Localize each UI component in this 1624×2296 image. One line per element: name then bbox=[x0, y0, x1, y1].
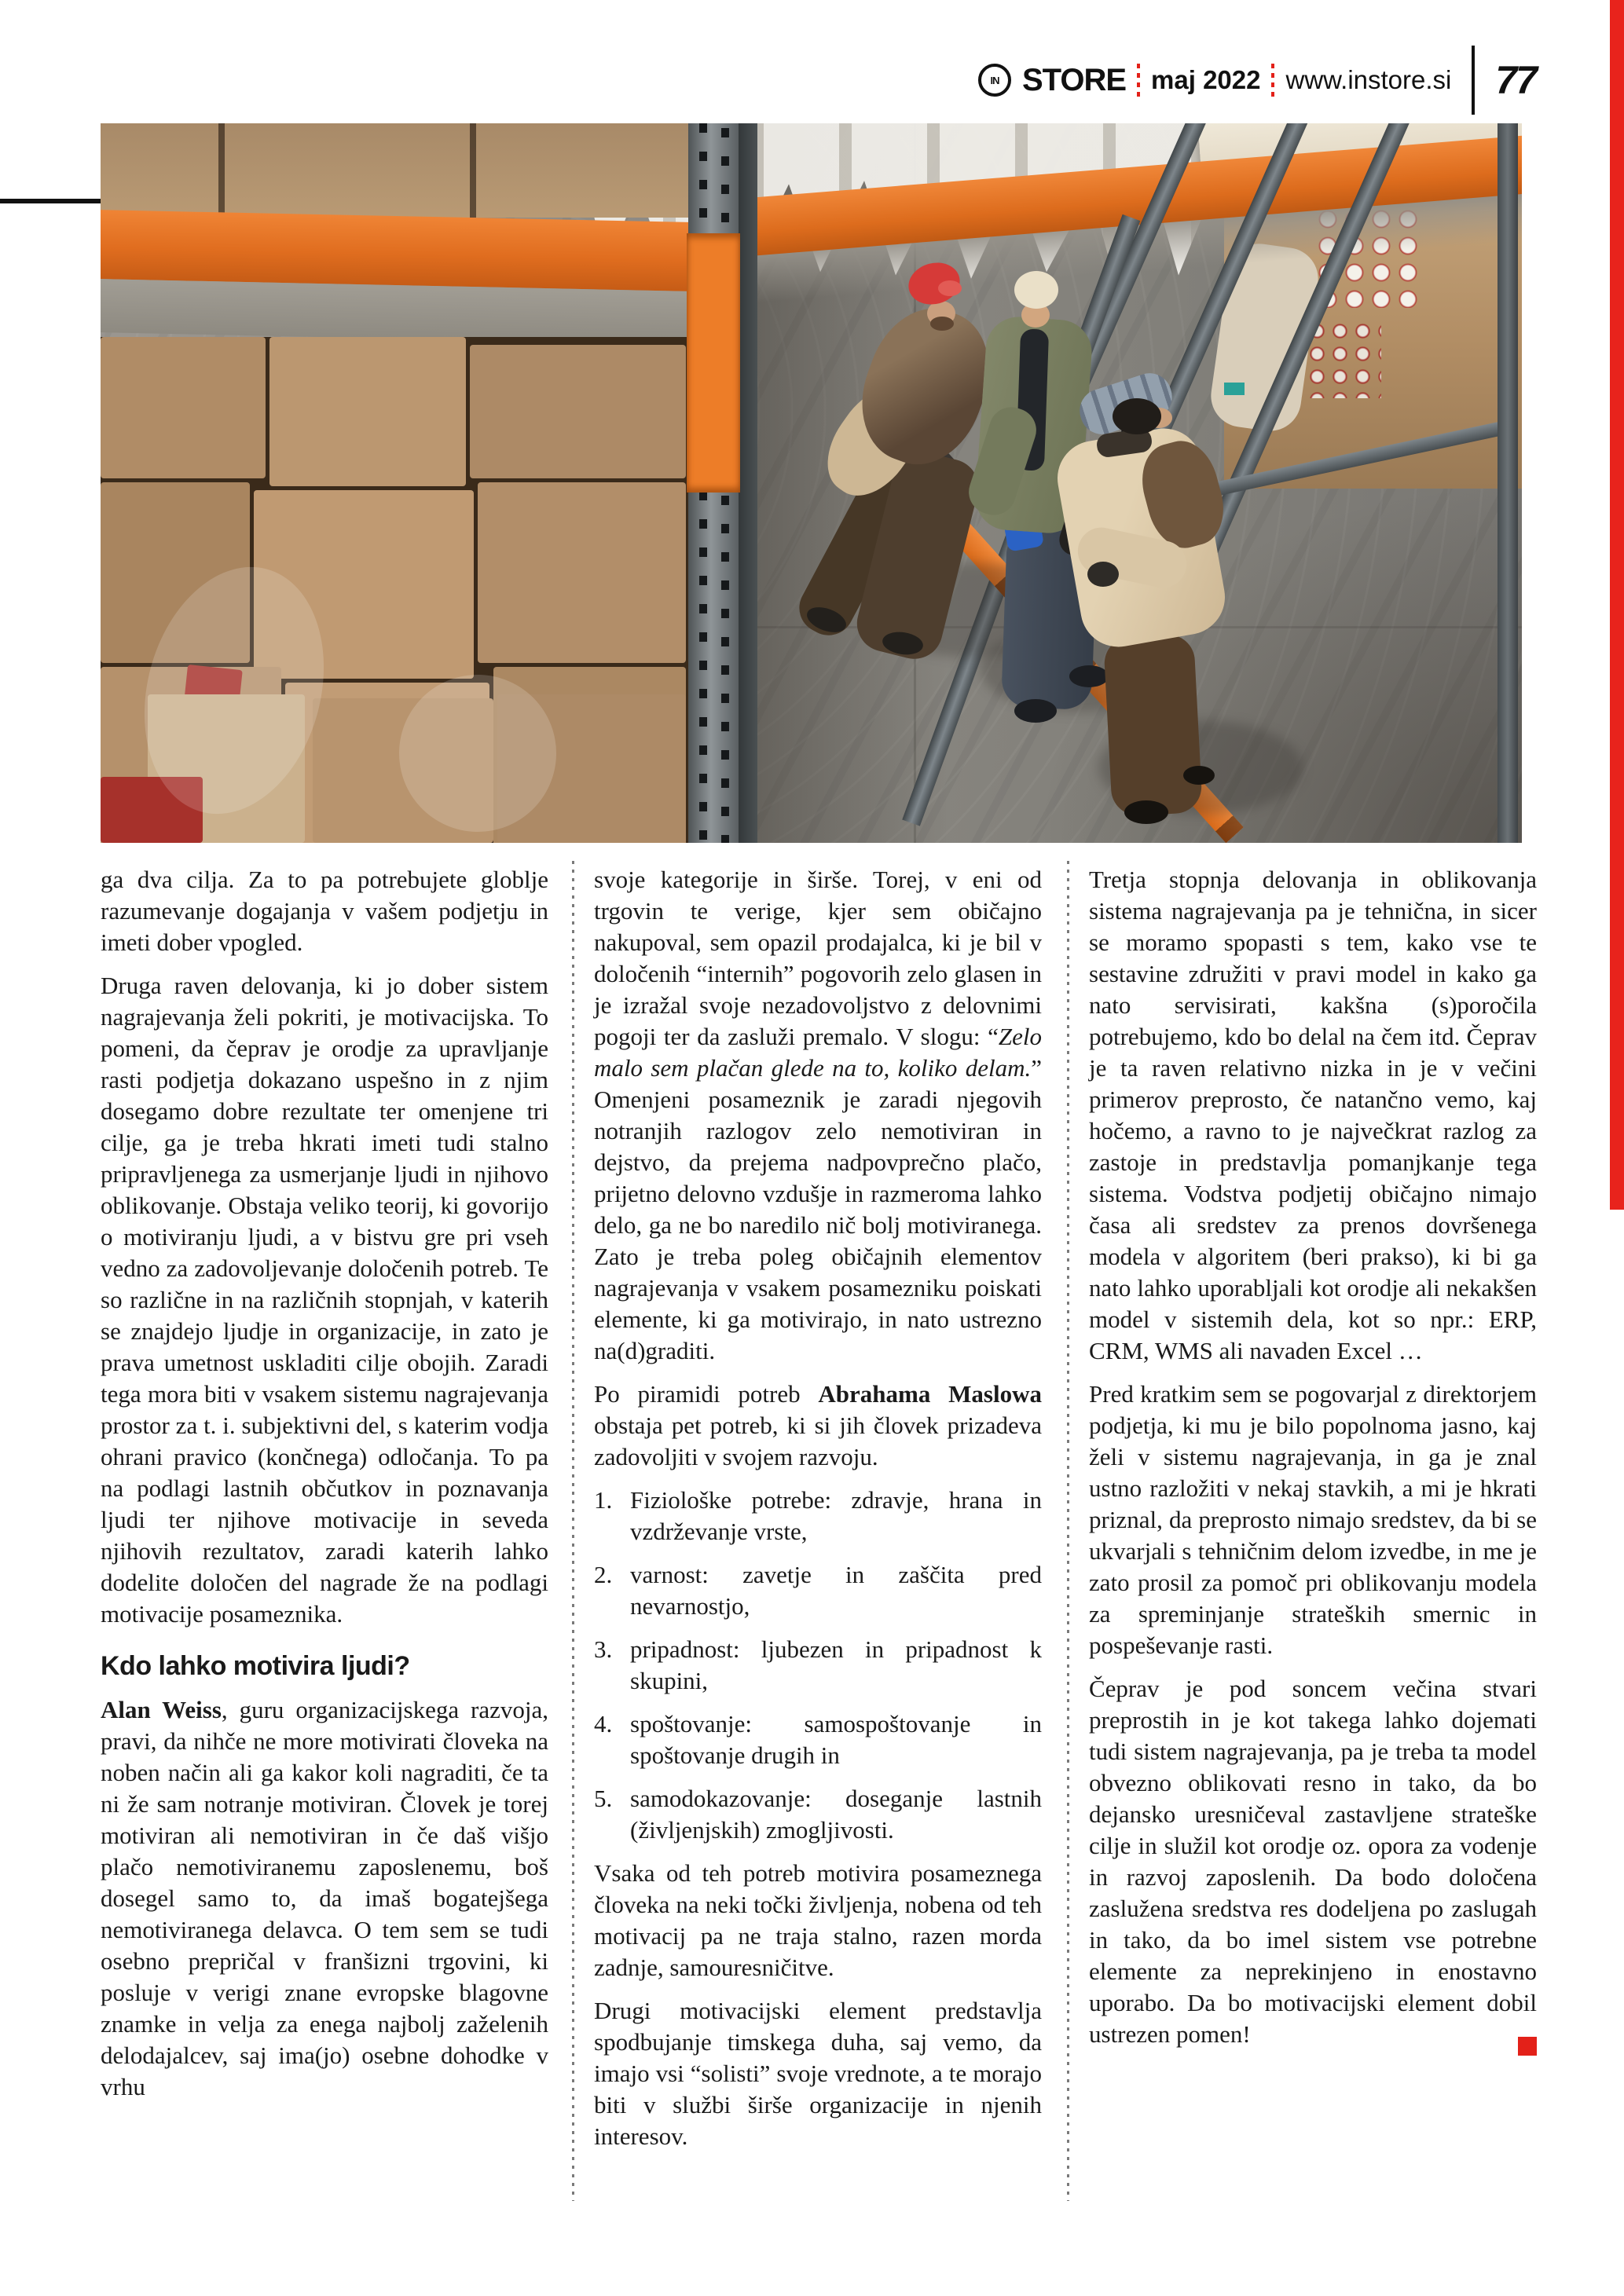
paragraph: Čeprav je pod soncem večina stvari preprostih in je kot takega lahko dojemati tudi sistem nagrajevanja, pa je treba ta model obvezno oblikovati resno in tako, da bo dejansko uresničeval zastavljene strateške cilje in služil kot orodje oz. opora za vodenje in razvoj zaposlenih. Da bodo določena zaslužena sredstva res dodeljena po zaslugah in tako, da bo imel sistem vse potrebne elemente za neprekinjeno in enostavno uporabo. Da bo motivacijski element dobil ustrezen pomen! bbox=[1089, 1675, 1537, 2048]
red-edge-ribbon bbox=[1610, 0, 1624, 1210]
worker-dark-hair-head bbox=[1113, 398, 1161, 434]
red-dotted-divider-icon bbox=[1137, 64, 1140, 97]
list-item bbox=[594, 1485, 1042, 1547]
box bbox=[478, 482, 686, 663]
box bbox=[470, 345, 686, 478]
paragraph: Alan Weiss, guru organizacijskega razvoja, pravi, da nihče ne more motivirati človeka na noben način ali ga kakor koli nagraditi, če ta ni že sam notranje motiviran. Človek je torej motiviran ali nemotiviran in če daš višjo plačo nemotiviranemu zaposlenemu, boš dosegel samo to, da imaš bogatejšega nemotiviranega delavca. O tem sem se tudi osebno prepričal v franšizni trgovini, ki posluje v verigi znane evropske blagovne znamke in velja za enega najbolj zaželenih delodajalcev, saj ima(jo) osebne dohodke v vrhu bbox=[101, 1696, 548, 2100]
header-divider bbox=[1472, 46, 1475, 115]
warehouse-photo bbox=[101, 123, 1522, 843]
list-text: samodokazovanje: doseganje lastnih (življenjskih) zmogljivosti. bbox=[630, 1785, 1042, 1844]
list-text: spoštovanje: samospoštovanje in spoštovanje drugih in bbox=[630, 1710, 1042, 1769]
list-number: 3. bbox=[594, 1635, 613, 1663]
list-item bbox=[594, 1783, 1042, 1846]
brand-title: STORE bbox=[1021, 62, 1127, 97]
column-1 bbox=[101, 864, 548, 2115]
box bbox=[269, 337, 466, 486]
orange-post-guard bbox=[687, 233, 740, 493]
website-url: www.instore.si bbox=[1285, 65, 1452, 94]
list-item bbox=[594, 1708, 1042, 1771]
list-text: pripadnost: ljubezen in pripadnost k skupini, bbox=[630, 1635, 1042, 1694]
end-of-article-marker bbox=[1518, 2037, 1537, 2056]
dark-glove bbox=[1087, 562, 1119, 587]
issue-date: maj 2022 bbox=[1151, 65, 1261, 94]
list-number: 4. bbox=[594, 1710, 613, 1738]
steel-upright-post bbox=[1498, 123, 1518, 843]
paragraph: ga dva cilja. Za to pa potrebujete globlje razumevanje dogajanja v vašem podjetju in imeti dober vpogled. bbox=[101, 866, 548, 956]
paragraph: Pred kratkim sem se pogovarjal z direktorjem podjetja, ki mu je bilo popolnoma jasno, kaj želi v sistemu nagrajevanja, in ga je znal ustno razložiti v nekaj stavkih, a mi je hkrati priznal, da preprosto nimajo sredstev, da bi se ukvarjali s tehničnim delom izvedbe, in me je zato prosil za pomoč pri oblikovanju modela za spreminjanje strateških smernic in pospeševanje rasti. bbox=[1089, 1380, 1537, 1659]
cardboard-boxes bbox=[101, 123, 688, 218]
list-text: varnost: zavetje in zaščita pred nevarnostjo, bbox=[630, 1561, 1042, 1620]
paragraph: svoje kategorije in širše. Torej, v eni od trgovin te verige, kjer sem običajno nakupoval, sem opazil prodajalca, ki je bil v določenih “internih” pogovorih zelo glasen in je izražal svoje nezadovoljstvo z delovnimi pogoji ter da zasluži premalo. V slogu: “Zelo malo sem plačan glede na to, koliko delam.” Omenjeni posameznik je zaradi njegovih notranjih razlogov zelo nemotiviran in dejstvo, da prejema nadpovprečno plačo, prijetno delovno vzdušje in razmeroma lahko delo, ga ne bo naredilo nič bolj motiviranega. Zato je treba poleg običajnih elementov nagrajevanja v vsakem posamezniku poiskati elemente, ki ga motivirajo, in nato ustrezno na(d)graditi. bbox=[594, 866, 1042, 1364]
page-header bbox=[978, 49, 1536, 112]
list-text: Fiziološke potrebe: zdravje, hrana in vzdrževanje vrste, bbox=[630, 1486, 1042, 1545]
list-item bbox=[594, 1559, 1042, 1622]
paragraph: Druga raven delovanja, ki jo dober sistem nagrajevanja želi pokriti, je motivacijska. To pomeni, da čeprav je orodje za upravljanje rasti podjetja dokazano uspešno in z njim dosegamo dobre rezultate ter omenjene tri cilje, ga je treba hkrati imeti tudi stalno pripravljenega za usmerjanje ljudi in njihovo oblikovanje. Obstaja veliko teorij, ki govorijo o motiviranju ljudi, a v bistvu gre pri vseh vedno za zadovoljevanje določenih potreb. Te so različne in na različnih stopnjah, v katerih se znajdejo ljudje in organizacije, in zato je prava umetnost uskladiti cilje obojih. Zaradi tega mora biti v vsakem sistemu nagrajevanja prostor za t. i. subjektivni del, s katerim vodja ohrani pravico (končnega) odločanja. To pa na podlagi lastnih občutkov in poznavanja ljudi ter njihove motivacije in seveda njihovih rezultatov, zaradi katerih lahko dodelite določen del nagrade že na podlagi motivacije posameznika. bbox=[101, 972, 548, 1628]
red-dotted-divider-icon bbox=[1271, 64, 1274, 97]
red-cap-brim bbox=[938, 280, 962, 296]
left-crop-mark bbox=[0, 199, 101, 203]
orange-rack-beam bbox=[101, 210, 688, 291]
page-number: 77 bbox=[1495, 58, 1536, 102]
worker-beanie-shoe bbox=[1014, 699, 1057, 723]
worker-red-cap-beard bbox=[930, 317, 954, 331]
list-number: 2. bbox=[594, 1561, 613, 1588]
shelf-label bbox=[1224, 383, 1245, 395]
instore-logo-icon: IN bbox=[978, 64, 1011, 97]
beige-beanie bbox=[1014, 271, 1058, 309]
list-item bbox=[594, 1634, 1042, 1697]
column-2 bbox=[594, 864, 1042, 2164]
column-divider-dotted bbox=[1067, 861, 1069, 2201]
column-divider-dotted bbox=[572, 861, 574, 2201]
paragraph: Po piramidi potreb Abrahama Maslowa obstaja pet potreb, ki si jih človek prizadeva zadovoljiti v svojem razvoju. bbox=[594, 1380, 1042, 1470]
worker-beanie-shoe bbox=[1069, 665, 1109, 687]
paragraph: Vsaka od teh potreb motivira posameznega človeka na neki točki življenja, nobena od teh motivacij pa ne traja stalno, razen morda zadnje, samouresničitve. bbox=[594, 1859, 1042, 1981]
list-number: 1. bbox=[594, 1486, 613, 1514]
worker-dark-hair-shoe bbox=[1124, 800, 1168, 824]
steel-upright-post bbox=[739, 123, 757, 843]
worker-dark-hair-shoe bbox=[1183, 766, 1215, 785]
box bbox=[101, 337, 266, 478]
column-3 bbox=[1089, 864, 1537, 2063]
section-heading: Kdo lahko motivira ljudi? bbox=[101, 1651, 410, 1681]
worker-dark-hair-pants bbox=[1103, 633, 1203, 817]
paragraph: Drugi motivacijski element predstavlja spodbujanje timskega duha, saj vemo, da imajo vsi “solisti” svoje vrednote, a te morajo biti v službi širše organizacije in njenih interesov. bbox=[594, 1997, 1042, 2150]
paragraph: Tretja stopnja delovanja in oblikovanja sistema nagrajevanja pa je tehnična, in sicer se moramo spopasti s tem, kako vse te sestavine združiti v pravi model in kako ga nato servisirati, kakšna (s)poročila potrebujemo, kdo bo delal na čem itd. Čeprav je ta raven relativno nizka in je v večini primerov preprosto, če natančno vemo, kaj hočemo, a ravno to je največkrat razlog za zastoje in predstavlja pomanjkanje tega sistema. Vodstva podjetij običajno nimajo časa ali sredstev za prenos dovršenega modela v algoritem (beri prakso), ki bi ga nato lahko uporabljali kot orodje ali nekakšen model v sistemih dela, kot so npr.: ERP, CRM, WMS ali navaden Excel … bbox=[1089, 866, 1537, 1364]
list-number: 5. bbox=[594, 1785, 613, 1812]
cardboard-boxes bbox=[101, 337, 688, 843]
